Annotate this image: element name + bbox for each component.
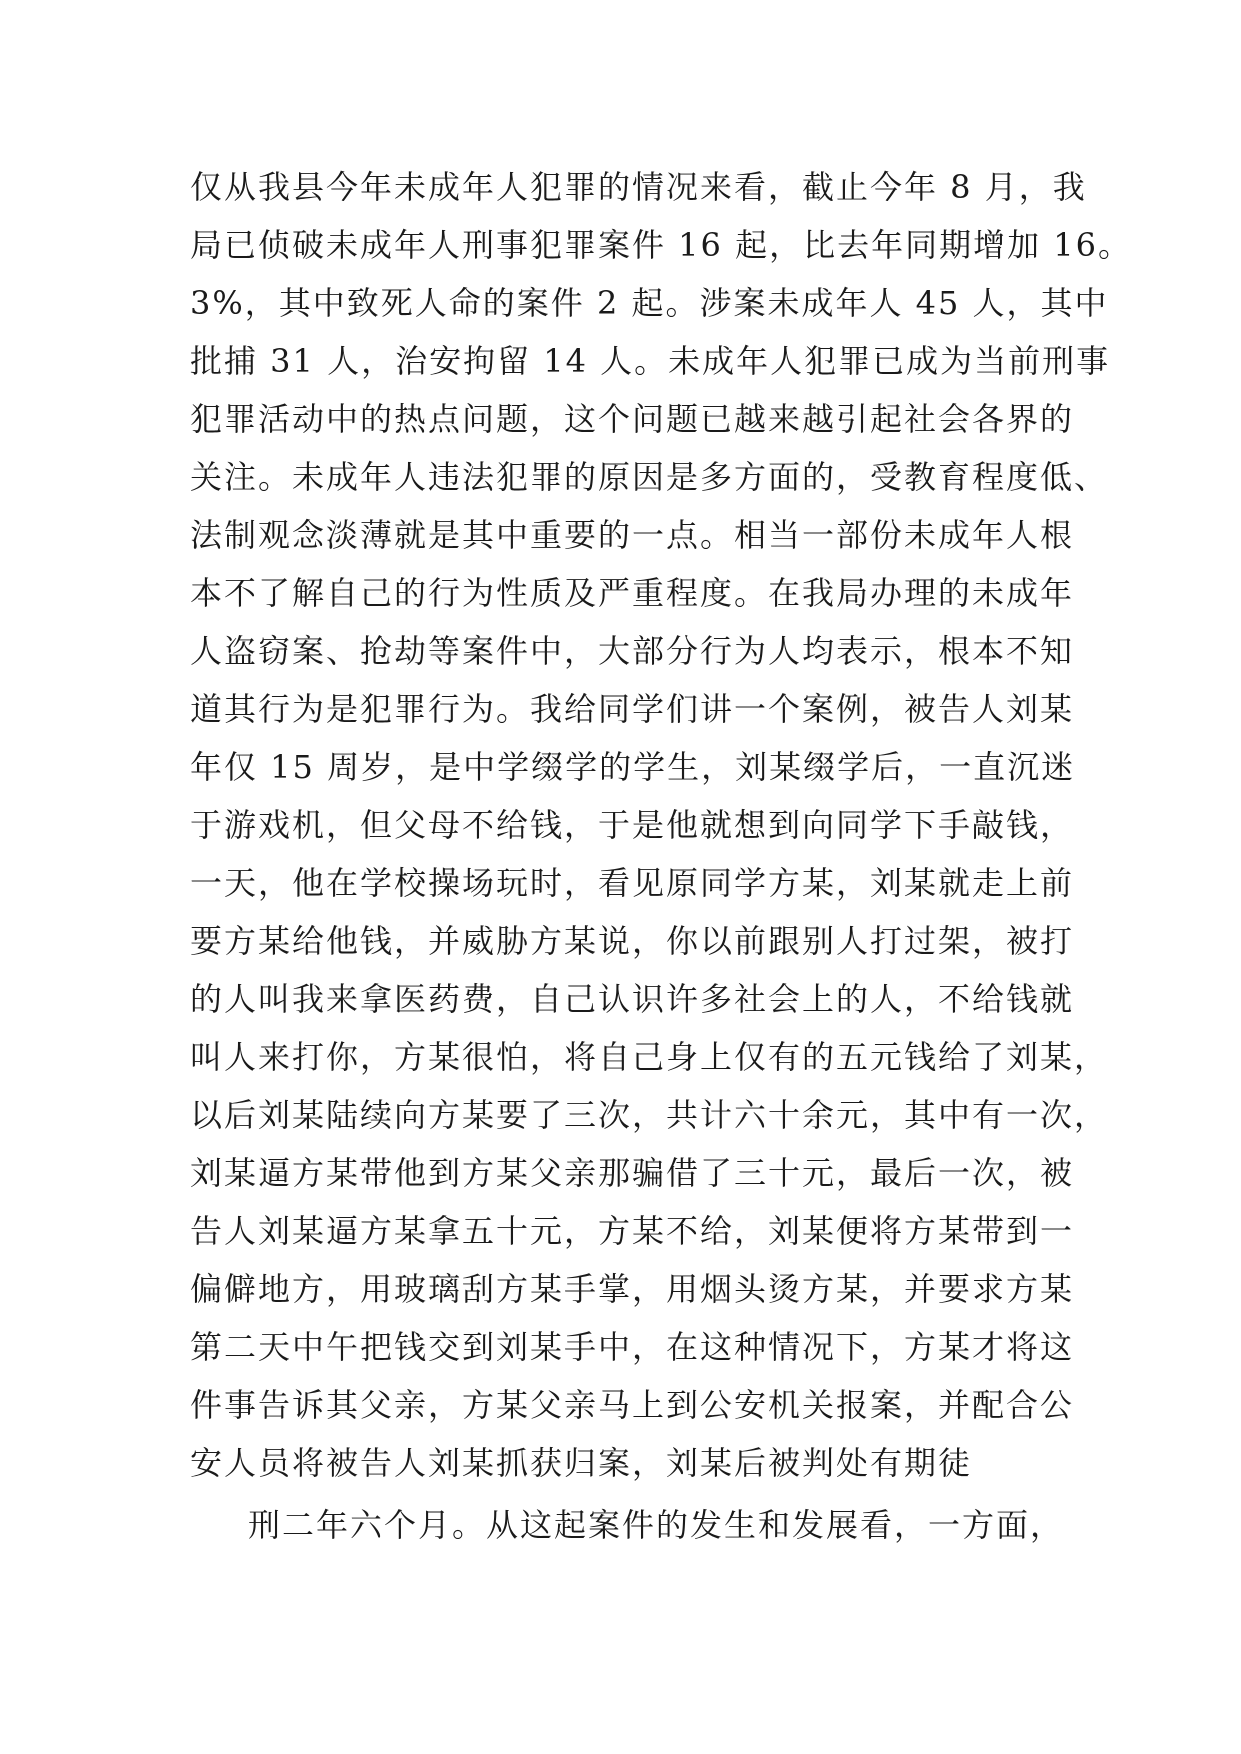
- text-line: 人盗窃案、抢劫等案件中，大部分行为人均表示，根本不知: [190, 632, 1075, 670]
- text-line: 以后刘某陆续向方某要了三次，共计六十余元，其中有一次，: [190, 1096, 1109, 1134]
- text-line: 刘某逼方某带他到方某父亲那骗借了三十元，最后一次，被: [190, 1154, 1075, 1192]
- text-line: 安人员将被告人刘某抓获归案，刘某后被判处有期徒: [190, 1444, 973, 1482]
- text-line: 的人叫我来拿医药费，自己认识许多社会上的人，不给钱就: [190, 980, 1075, 1018]
- text-line: 局已侦破未成年人刑事犯罪案件 16 起，比去年同期增加 16。: [190, 226, 1132, 264]
- text-line: 一天，他在学校操场玩时，看见原同学方某，刘某就走上前: [190, 864, 1075, 902]
- text-line: 本不了解自己的行为性质及严重程度。在我局办理的未成年: [190, 574, 1075, 612]
- text-line: 告人刘某逼方某拿五十元，方某不给，刘某便将方某带到一: [190, 1212, 1075, 1250]
- text-line: 法制观念淡薄就是其中重要的一点。相当一部份未成年人根: [190, 516, 1075, 554]
- text-line: 犯罪活动中的热点问题，这个问题已越来越引起社会各界的: [190, 400, 1075, 438]
- paragraph-start-line: 刑二年六个月。从这起案件的发生和发展看，一方面，: [248, 1506, 1065, 1544]
- text-line: 道其行为是犯罪行为。我给同学们讲一个案例，被告人刘某: [190, 690, 1075, 728]
- text-line: 关注。未成年人违法犯罪的原因是多方面的，受教育程度低、: [190, 458, 1109, 496]
- text-line: 偏僻地方，用玻璃刮方某手掌，用烟头烫方某，并要求方某: [190, 1270, 1075, 1308]
- text-line: 仅从我县今年未成年人犯罪的情况来看，截止今年 8 月，我: [190, 168, 1087, 206]
- text-line: 年仅 15 周岁，是中学缀学的学生，刘某缀学后，一直沉迷: [190, 748, 1076, 786]
- text-line: 批捕 31 人，治安拘留 14 人。未成年人犯罪已成为当前刑事: [190, 342, 1111, 380]
- text-line: 第二天中午把钱交到刘某手中，在这种情况下，方某才将这: [190, 1328, 1075, 1366]
- text-line: 3%，其中致死人命的案件 2 起。涉案未成年人 45 人，其中: [190, 284, 1109, 322]
- text-line: 叫人来打你，方某很怕，将自己身上仅有的五元钱给了刘某，: [190, 1038, 1109, 1076]
- text-line: 于游戏机，但父母不给钱，于是他就想到向同学下手敲钱，: [190, 806, 1075, 844]
- text-line: 要方某给他钱，并威胁方某说，你以前跟别人打过架，被打: [190, 922, 1075, 960]
- text-line: 件事告诉其父亲，方某父亲马上到公安机关报案，并配合公: [190, 1386, 1075, 1424]
- body-text: [190, 158, 1132, 1554]
